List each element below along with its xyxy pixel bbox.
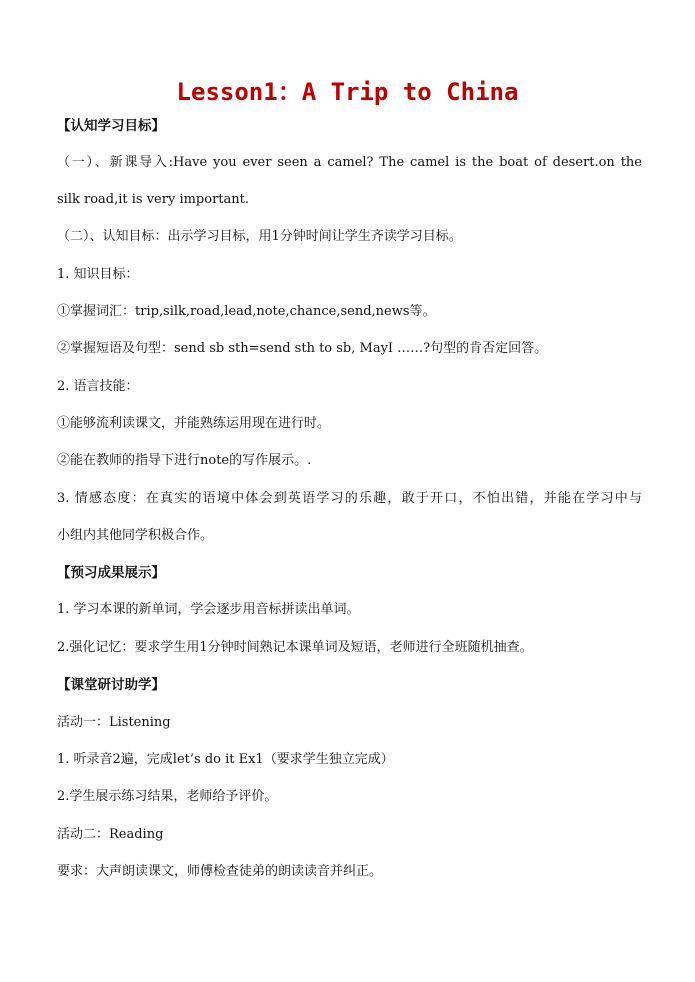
section-heading-cognitive-goals: 【认知学习目标】 <box>57 118 165 134</box>
lesson-title: Lesson1：A Trip to China <box>176 78 519 106</box>
activity-1-heading: 活动一：Listening <box>57 715 171 730</box>
language-skills-heading: 2. 语言技能： <box>57 379 139 394</box>
phrases-item: ②掌握短语及句型：send sb sth=send sth to sb, MayI ……?句型的肯否定回答。 <box>57 341 548 356</box>
skill-item-2: ②能在教师的指导下进行note的写作展示。. <box>57 453 312 468</box>
vocabulary-item: ①掌握词汇：trip,silk,road,lead,note,chance,send,news等。 <box>57 304 436 319</box>
attitude-line-2: 小组内其他同学积极合作。 <box>57 528 214 543</box>
activity-2-requirement: 要求：大声朗读课文，师傅检查徒弟的朗读读音并纠正。 <box>57 864 383 879</box>
activity-1-step-1: 1. 听录音2遍，完成let’s do it Ex1（要求学生独立完成） <box>57 752 394 767</box>
preview-item-1: 1. 学习本课的新单词，学会逐步用音标拼读出单词。 <box>57 602 360 617</box>
paragraph-cognitive-goal: （二）、认知目标：出示学习目标，用1分钟时间让学生齐读学习目标。 <box>57 229 462 244</box>
skill-item-1: ①能够流利读课文，并能熟练运用现在进行时。 <box>57 416 331 431</box>
activity-2-heading: 活动二：Reading <box>57 827 164 842</box>
section-heading-classroom: 【课堂研讨助学】 <box>57 677 165 693</box>
paragraph-intro-line-2: silk road,it is very important. <box>57 192 249 207</box>
paragraph-intro-line-1: （一）、新课导入:Have you ever seen a camel? The camel is the boat of desert.on the <box>57 155 642 170</box>
activity-1-step-2: 2.学生展示练习结果，老师给予评价。 <box>57 789 278 804</box>
attitude-line-1: 3. 情感态度：在真实的语境中体会到英语学习的乐趣，敢于开口，不怕出错，并能在学习中与 <box>57 491 642 506</box>
knowledge-goal-heading: 1. 知识目标： <box>57 267 139 282</box>
section-heading-preview: 【预习成果展示】 <box>57 565 165 581</box>
preview-item-2: 2.强化记忆：要求学生用1分钟时间熟记本课单词及短语，老师进行全班随机抽查。 <box>57 640 533 655</box>
